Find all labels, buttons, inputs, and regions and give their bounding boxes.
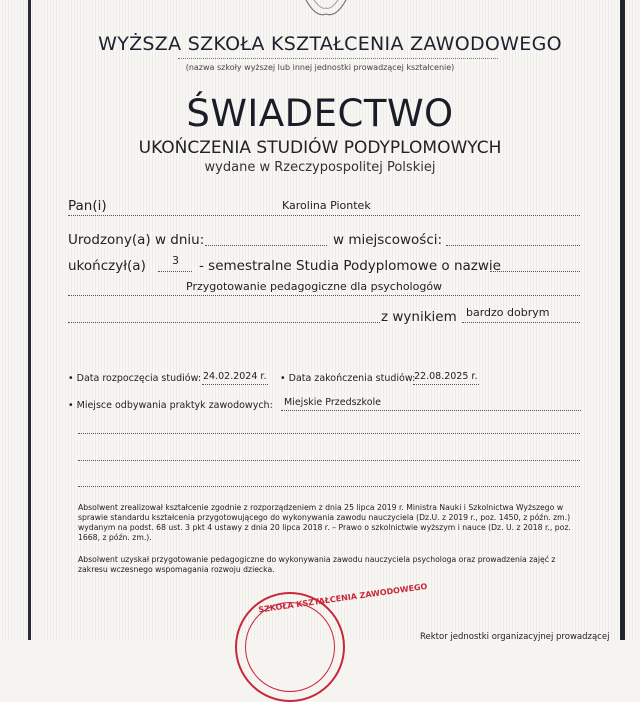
- document-title: ŚWIADECTWO: [186, 92, 454, 135]
- start-date-line: [202, 384, 268, 385]
- practice-line-3: [78, 460, 580, 461]
- rector-caption: Rektor jednostki organizacyjnej prowadzącej: [420, 632, 610, 642]
- eagle-emblem-icon: [296, 0, 356, 18]
- practice-line-4: [78, 486, 580, 487]
- program-label: - semestralne Studia Podyplomowe o nazwie: [199, 258, 501, 274]
- semesters-line: [158, 271, 192, 272]
- school-name-line: [178, 58, 498, 59]
- born-label: Urodzony(a) w dniu:: [68, 232, 205, 248]
- result-line-pre: [68, 322, 380, 323]
- school-caption: (nazwa szkoły wyższej lub innej jednostki prowadzącej kształcenie): [185, 63, 455, 72]
- school-name: WYŻSZA SZKOŁA KSZTAŁCENIA ZAWODOWEGO: [98, 33, 562, 55]
- end-date-label: • Data zakończenia studiów:: [280, 373, 416, 384]
- end-date-value: 22.08.2025 r.: [414, 371, 478, 382]
- born-place-line: [446, 245, 580, 246]
- name-value: Karolina Piontek: [282, 199, 371, 212]
- result-line: [462, 322, 580, 323]
- practice-line-2: [78, 433, 580, 434]
- program-line-1: [490, 271, 580, 272]
- issued-in: wydane w Rzeczypospolitej Polskiej: [204, 160, 436, 175]
- legal-basis-paragraph: Absolwent zrealizował kształcenie zgodnie z rozporządzeniem z dnia 25 lipca 2019 r. Ministra Nauki i Szkolnictwa Wyższego w sprawie standardu kształcenia przygotowującego do wykonywania zawodu nauczyciela (Dz.U. z 2019 r., poz. 1450, z późn. zm.) wydanym na podst. 68 ust. 3 pkt 4 ustawy z dnia 20 lipca 2018 r. – Prawo o szkolnictwie wyższym i nauce (Dz. U. z 2018 r., poz. 1668, z późn. zm.).: [78, 503, 571, 542]
- start-date-value: 24.02.2024 r.: [203, 371, 267, 382]
- name-label: Pan(i): [68, 198, 107, 214]
- start-date-label: • Data rozpoczęcia studiów:: [68, 373, 202, 384]
- completed-label: ukończył(a): [68, 258, 146, 274]
- born-place-label: w miejscowości:: [333, 232, 443, 248]
- semesters-value: 3: [172, 254, 179, 267]
- name-line: [68, 215, 580, 216]
- practice-label: • Miejsce odbywania praktyk zawodowych:: [68, 400, 273, 411]
- program-value: Przygotowanie pedagogiczne dla psychologów: [186, 280, 443, 293]
- end-date-line: [413, 384, 479, 385]
- document-subtitle: UKOŃCZENIA STUDIÓW PODYPLOMOWYCH: [138, 138, 502, 158]
- program-line-2: [68, 295, 580, 296]
- practice-line-1: [281, 410, 581, 411]
- result-value: bardzo dobrym: [466, 306, 550, 319]
- practice-value: Miejskie Przedszkole: [284, 397, 381, 408]
- result-label: z wynikiem: [381, 309, 457, 325]
- qualification-paragraph: Absolwent uzyskał przygotowanie pedagogiczne do wykonywania zawodu nauczyciela psychologa oraz prowadzenia zajęć z zakresu wczesnego wspomagania rozwoju dziecka.: [78, 555, 556, 574]
- born-date-line: [205, 245, 327, 246]
